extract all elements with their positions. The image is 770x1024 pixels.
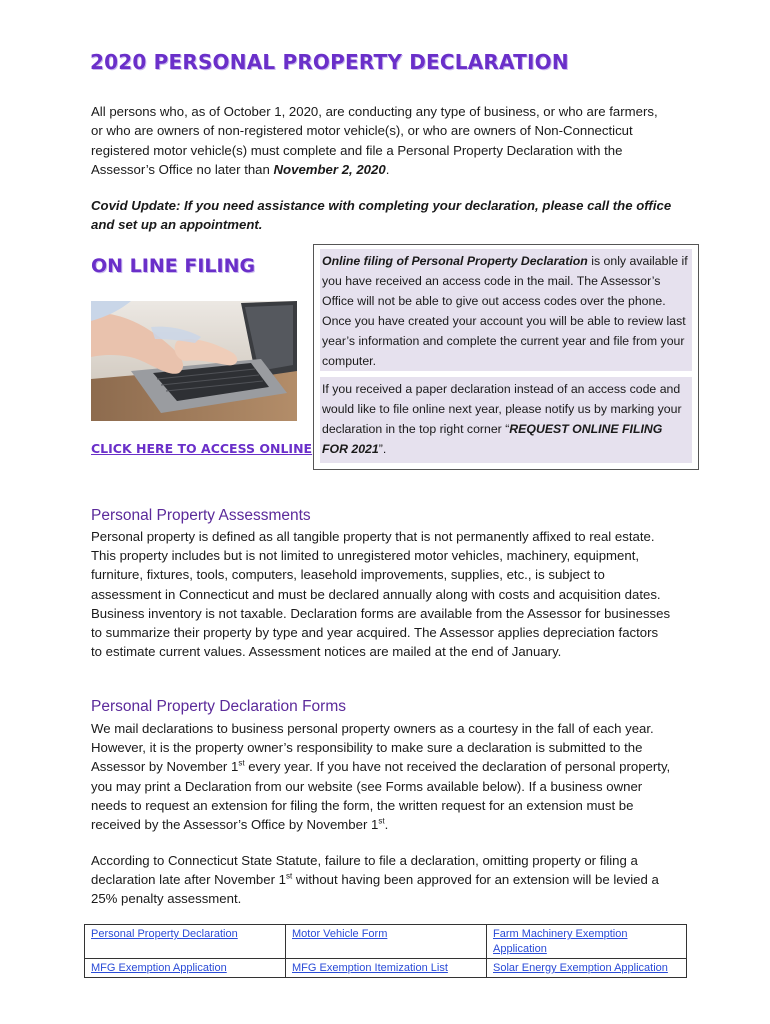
table-cell (487, 925, 687, 959)
solar-energy-exemption-link[interactable]: Solar Energy Exemption Application (493, 962, 668, 974)
intro-text: All persons who, as of October 1, 2020, are conducting any type of business, or who are farmers, or who are owners of non-registered motor vehicle(s), or who are owners of Non-Connecticut registered motor vehicle(s) must complete and file a Personal Property Declaration with the Assessor’s Office no later than (91, 104, 658, 178)
forms-paragraph (91, 719, 671, 834)
forms-ordinal-1: st (238, 759, 245, 769)
online-filing-bold-text: Online filing of Personal Property Declaration (322, 254, 588, 268)
table-cell (85, 959, 286, 978)
forms-text-2: every year. If you have not received the declaration of personal property, you may print a Declaration from our website (see Forms available below). If a business owner needs to request an extension for filing the form, the written request for an extension must be received by the Assessor’s Office by November 1 (91, 759, 671, 833)
statute-text-1: According to Connecticut State Statute, failure to file a declaration, omitting property or filing a declaration late after November 1 (91, 853, 638, 888)
laptop-typing-photo (91, 301, 297, 421)
online-filing-title: ON LINE FILING (91, 255, 256, 277)
page-title: 2020 PERSONAL PROPERTY DECLARATION (90, 50, 569, 74)
table-cell (85, 925, 286, 959)
forms-ordinal-2: st (378, 816, 385, 826)
statute-paragraph (91, 851, 671, 909)
statute-ordinal: st (286, 871, 293, 881)
mfg-itemization-list-link[interactable]: MFG Exemption Itemization List (292, 962, 448, 974)
personal-property-declaration-link[interactable]: Personal Property Declaration (91, 928, 238, 940)
intro-end: . (385, 162, 390, 178)
covid-update: Covid Update: If you need assistance with completing your declaration, please call the office and set up an appointment. (91, 198, 672, 233)
online-filing-text: is only available if you have received an access code in the mail. The Assessor’s Office will not be able to give out access codes over the phone. Once you have created your account you will be able to review last year’s information and complete the current year and file from your computer. (322, 254, 688, 368)
intro-paragraph (91, 102, 661, 180)
table-cell (286, 925, 487, 959)
farm-machinery-exemption-link[interactable]: Farm Machinery Exemption Application (493, 928, 628, 955)
online-filing-info-box (313, 244, 699, 470)
mfg-exemption-application-link[interactable]: MFG Exemption Application (91, 962, 227, 974)
access-online-link[interactable]: CLICK HERE TO ACCESS ONLINE (91, 441, 313, 456)
assessments-paragraph: Personal property is defined as all tangible property that is not permanently affixed to real estate. This property includes but is not limited to unregistered motor vehicles, machinery, equipment, furniture, fixtures, tools, computers, leasehold improvements, supplies, etc., is subject to assessment in Connecticut and must be declared annually along with costs and acquisition dates. Business inventory is not taxable. Declaration forms are available from the Assessor for businesses to summarize their property by type and year acquired. The Assessor applies depreciation factors to estimate current values. Assessment notices are mailed at the end of January. (91, 529, 671, 660)
table-row (85, 925, 687, 959)
paper-declaration-info-panel (320, 377, 692, 463)
statute-text-2: without having been approved for an extension will be levied a 25% penalty assessment. (91, 872, 659, 907)
forms-text-1: We mail declarations to business personal property owners as a courtesy in the fall of each year. However, it is the property owner’s responsibility to make sure a declaration is submitted to the Assessor by November 1 (91, 721, 654, 775)
table-cell (487, 959, 687, 978)
forms-heading: Personal Property Declaration Forms (91, 698, 346, 715)
online-filing-info-panel (320, 249, 692, 371)
assessments-heading: Personal Property Assessments (91, 507, 311, 524)
table-cell (286, 959, 487, 978)
intro-deadline: November 2, 2020 (273, 162, 386, 178)
table-row (85, 959, 687, 978)
forms-text-3: . (384, 817, 389, 833)
paper-declaration-text: If you received a paper declaration instead of an access code and would like to file online next year, please notify us by marking your declaration in the top right corner “ (322, 382, 682, 436)
forms-links-table (84, 924, 687, 978)
motor-vehicle-form-link[interactable]: Motor Vehicle Form (292, 928, 388, 940)
laptop-typing-illustration (91, 301, 297, 421)
request-online-filing-text: REQUEST ONLINE FILING FOR 2021 (322, 422, 663, 456)
paper-declaration-end: ”. (378, 442, 387, 456)
